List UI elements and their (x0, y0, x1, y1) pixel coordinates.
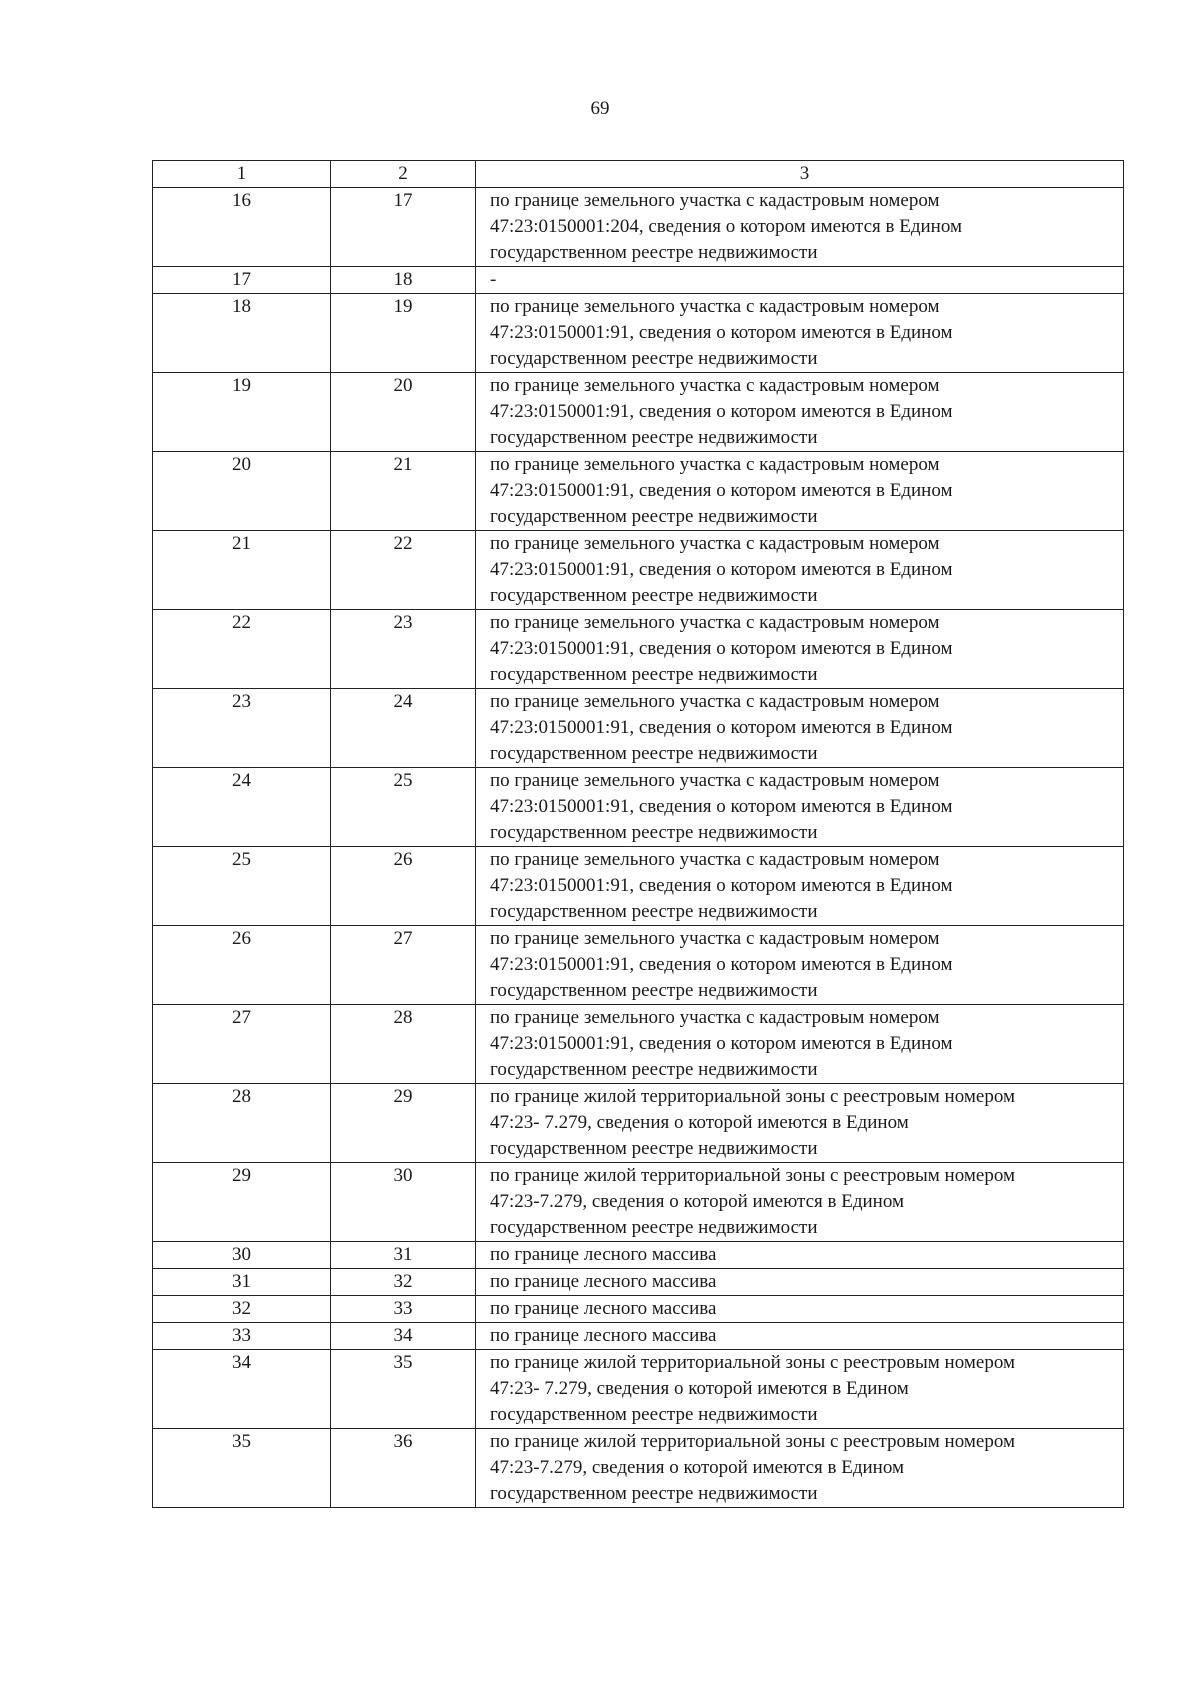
cell-description (476, 1296, 1124, 1323)
description-line: государственном реестре недвижимости (490, 901, 818, 922)
description-line: по границе лесного массива (490, 1298, 717, 1319)
description-line: 47:23:0150001:91, сведения о котором имеются в Едином (490, 796, 953, 817)
table-row (153, 926, 1124, 1005)
table-row (153, 1323, 1124, 1350)
description-line: по границе земельного участка с кадастровым номером (490, 190, 940, 211)
cell-description (476, 768, 1124, 847)
table-row (153, 452, 1124, 531)
cell-description (476, 1242, 1124, 1269)
description-line: 47:23:0150001:91, сведения о котором имеются в Едином (490, 875, 953, 896)
cell-point-to: 36 (331, 1429, 476, 1508)
cell-point-to: 29 (331, 1084, 476, 1163)
description-line: 47:23:0150001:91, сведения о котором имеются в Едином (490, 480, 953, 501)
description-line: 47:23-7.279, сведения о которой имеются в Едином (490, 1457, 905, 1478)
table-row (153, 689, 1124, 768)
description-line: государственном реестре недвижимости (490, 585, 818, 606)
cell-description (476, 1084, 1124, 1163)
description-line: 47:23:0150001:91, сведения о котором имеются в Едином (490, 1033, 953, 1054)
cell-point-from: 35 (153, 1429, 331, 1508)
description-line: государственном реестре недвижимости (490, 506, 818, 527)
cell-point-from: 25 (153, 847, 331, 926)
cell-description (476, 847, 1124, 926)
table-row (153, 1350, 1124, 1429)
cell-description (476, 1163, 1124, 1242)
table-row (153, 610, 1124, 689)
cell-point-from: 32 (153, 1296, 331, 1323)
description-line: государственном реестре недвижимости (490, 427, 818, 448)
cell-description (476, 926, 1124, 1005)
table-header-row (153, 161, 1124, 188)
table-row (153, 531, 1124, 610)
description-line: государственном реестре недвижимости (490, 1138, 818, 1159)
cell-point-from: 27 (153, 1005, 331, 1084)
description-line: по границе лесного массива (490, 1244, 717, 1265)
description-line: государственном реестре недвижимости (490, 242, 818, 263)
cell-point-to: 31 (331, 1242, 476, 1269)
cell-point-from: 28 (153, 1084, 331, 1163)
description-line: по границе земельного участка с кадастровым номером (490, 1007, 940, 1028)
cell-point-from: 17 (153, 267, 331, 294)
cell-point-to: 21 (331, 452, 476, 531)
cell-point-to: 23 (331, 610, 476, 689)
cell-point-from: 19 (153, 373, 331, 452)
header-col-3: 3 (476, 161, 1124, 188)
cell-point-from: 33 (153, 1323, 331, 1350)
cell-point-to: 32 (331, 1269, 476, 1296)
description-line: по границе жилой территориальной зоны с реестровым номером (490, 1165, 1015, 1186)
cell-point-to: 17 (331, 188, 476, 267)
description-line: по границе лесного массива (490, 1325, 717, 1346)
table-row (153, 188, 1124, 267)
header-col-2: 2 (331, 161, 476, 188)
cell-point-to: 33 (331, 1296, 476, 1323)
description-line: 47:23:0150001:91, сведения о котором имеются в Едином (490, 322, 953, 343)
description-line: по границе жилой территориальной зоны с реестровым номером (490, 1352, 1015, 1373)
description-line: государственном реестре недвижимости (490, 743, 818, 764)
cell-point-to: 22 (331, 531, 476, 610)
page-number: 69 (590, 98, 610, 119)
cell-point-from: 21 (153, 531, 331, 610)
table-row (153, 1163, 1124, 1242)
description-line: 47:23-7.279, сведения о которой имеются в Едином (490, 1191, 905, 1212)
table-row (153, 1429, 1124, 1508)
table-row (153, 1242, 1124, 1269)
description-line: государственном реестре недвижимости (490, 1483, 818, 1504)
description-line: 47:23:0150001:91, сведения о котором имеются в Едином (490, 717, 953, 738)
cell-description (476, 452, 1124, 531)
description-line: государственном реестре недвижимости (490, 1217, 818, 1238)
cell-description (476, 267, 1124, 294)
description-line: по границе земельного участка с кадастровым номером (490, 928, 940, 949)
cell-description (476, 531, 1124, 610)
cell-description (476, 1429, 1124, 1508)
boundary-table (152, 160, 1124, 1508)
description-line: по границе земельного участка с кадастровым номером (490, 296, 940, 317)
description-line: 47:23:0150001:204, сведения о котором имеются в Едином (490, 216, 962, 237)
cell-description (476, 1005, 1124, 1084)
cell-point-to: 19 (331, 294, 476, 373)
cell-point-from: 29 (153, 1163, 331, 1242)
description-line: 47:23- 7.279, сведения о которой имеются в Едином (490, 1378, 909, 1399)
cell-point-from: 16 (153, 188, 331, 267)
cell-point-from: 34 (153, 1350, 331, 1429)
description-line: государственном реестре недвижимости (490, 664, 818, 685)
description-line: по границе земельного участка с кадастровым номером (490, 375, 940, 396)
table-row (153, 294, 1124, 373)
description-line: по границе земельного участка с кадастровым номером (490, 454, 940, 475)
cell-description (476, 1323, 1124, 1350)
description-line: 47:23- 7.279, сведения о которой имеются в Едином (490, 1112, 909, 1133)
cell-point-to: 28 (331, 1005, 476, 1084)
cell-point-from: 26 (153, 926, 331, 1005)
cell-point-from: 23 (153, 689, 331, 768)
table-row (153, 267, 1124, 294)
description-line: государственном реестре недвижимости (490, 822, 818, 843)
cell-point-from: 18 (153, 294, 331, 373)
description-line: по границе земельного участка с кадастровым номером (490, 849, 940, 870)
cell-point-to: 30 (331, 1163, 476, 1242)
description-line: по границе жилой территориальной зоны с реестровым номером (490, 1086, 1015, 1107)
table-body (153, 161, 1124, 1508)
header-col-1: 1 (153, 161, 331, 188)
cell-description (476, 689, 1124, 768)
cell-point-from: 31 (153, 1269, 331, 1296)
description-line: по границе земельного участка с кадастровым номером (490, 612, 940, 633)
description-line: государственном реестре недвижимости (490, 1404, 818, 1425)
cell-point-from: 24 (153, 768, 331, 847)
description-line: 47:23:0150001:91, сведения о котором имеются в Едином (490, 638, 953, 659)
cell-point-from: 20 (153, 452, 331, 531)
table-row (153, 847, 1124, 926)
cell-point-to: 35 (331, 1350, 476, 1429)
cell-description (476, 188, 1124, 267)
table-row (153, 1005, 1124, 1084)
table-row (153, 1296, 1124, 1323)
table-row (153, 768, 1124, 847)
cell-description (476, 610, 1124, 689)
description-line: 47:23:0150001:91, сведения о котором имеются в Едином (490, 559, 953, 580)
cell-point-to: 27 (331, 926, 476, 1005)
description-line: государственном реестре недвижимости (490, 980, 818, 1001)
cell-point-to: 26 (331, 847, 476, 926)
cell-point-to: 25 (331, 768, 476, 847)
description-line: по границе земельного участка с кадастровым номером (490, 533, 940, 554)
cell-description (476, 1350, 1124, 1429)
cell-description (476, 294, 1124, 373)
cell-description (476, 1269, 1124, 1296)
cell-point-from: 30 (153, 1242, 331, 1269)
table-row (153, 1269, 1124, 1296)
description-line: государственном реестре недвижимости (490, 1059, 818, 1080)
description-line: государственном реестре недвижимости (490, 348, 818, 369)
description-line: - (490, 269, 497, 290)
description-line: по границе земельного участка с кадастровым номером (490, 770, 940, 791)
cell-point-to: 18 (331, 267, 476, 294)
cell-point-to: 24 (331, 689, 476, 768)
cell-point-to: 20 (331, 373, 476, 452)
description-line: по границе жилой территориальной зоны с реестровым номером (490, 1431, 1015, 1452)
table-row (153, 1084, 1124, 1163)
table-row (153, 373, 1124, 452)
cell-point-from: 22 (153, 610, 331, 689)
description-line: 47:23:0150001:91, сведения о котором имеются в Едином (490, 401, 953, 422)
cell-description (476, 373, 1124, 452)
description-line: по границе лесного массива (490, 1271, 717, 1292)
cell-point-to: 34 (331, 1323, 476, 1350)
description-line: по границе земельного участка с кадастровым номером (490, 691, 940, 712)
description-line: 47:23:0150001:91, сведения о котором имеются в Едином (490, 954, 953, 975)
